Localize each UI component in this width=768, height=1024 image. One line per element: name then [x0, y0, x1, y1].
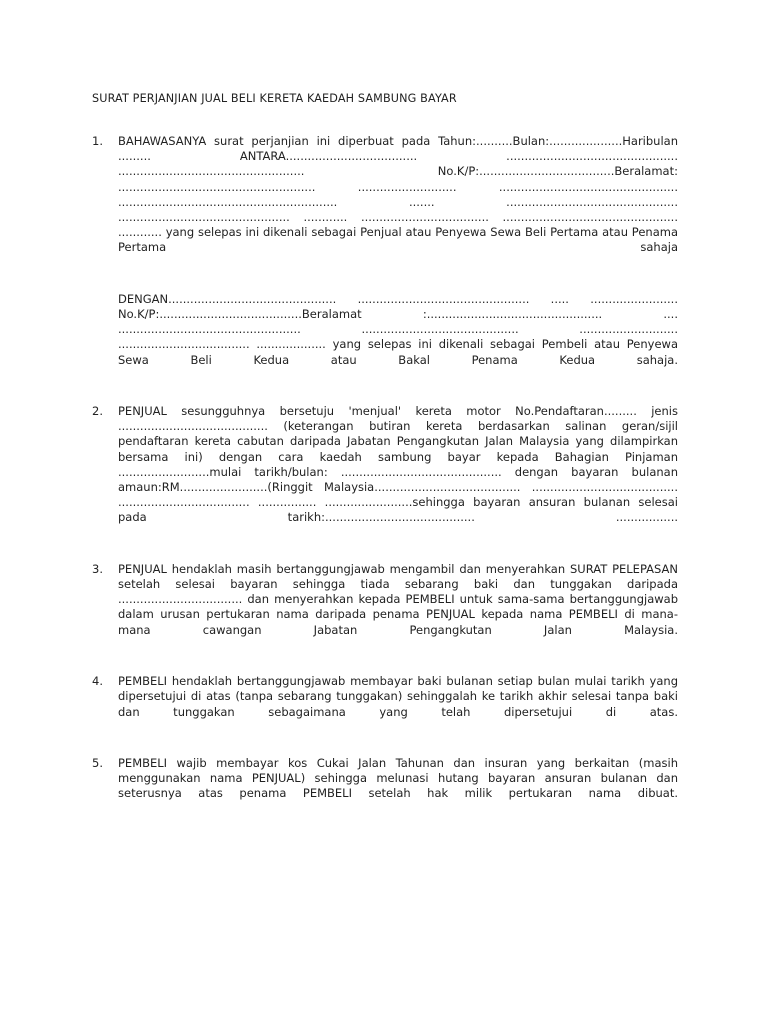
clause-item-2: [92, 404, 678, 541]
clause-item-3: [92, 562, 678, 653]
clause-body: [118, 134, 678, 383]
clause-number: 2.: [92, 404, 103, 419]
clause-body: [118, 756, 678, 817]
clause-paragraph: PENJUAL sesungguhnya bersetuju 'menjual' kereta motor No.Pendaftaran......... jenis ......................................... (keterangan butiran kereta berdasarkan salinan geran/sijil pendaftaran kereta cabutan daripada Jabatan Pengangkutan Jalan Malaysia yang dilampirkan bersama ini) dengan cara kaedah sambung bayar kepada Bahagian Pinjaman .........................mulai tarikh/bulan: ............................................ dengan bayaran bulanan amaun:RM........................(Ringgit Malaysia........................................ ........................................ .................................... ................ ........................sehingga bayaran ansuran bulanan selesai pada tarikh:......................................... .................: [118, 404, 678, 525]
clause-body: [118, 674, 678, 735]
clause-number: 3.: [92, 561, 103, 576]
clause-item-5: [92, 756, 678, 817]
clause-item-1: [92, 134, 678, 383]
clause-number: 4.: [92, 674, 103, 689]
clause-paragraph: BAHAWASANYA surat perjanjian ini diperbuat pada Tahun:..........Bulan:....................Haribulan ......... ANTARA.................................... ............................................... ................................................... No.K/P:.....................................Beralamat: ...................................................... ........................... ................................................. ............................................................ ....... ............................................... ............................................... ............ ................................... ................................................ ............ yang selepas ini dikenali sebagai Penjual atau Penyewa Sewa Beli Pertama atau Penama Pertama sahaja: [118, 134, 678, 255]
clause-paragraph: PENJUAL hendaklah masih bertanggungjawab mengambil dan menyerahkan SURAT PELEPASAN setelah selesai bayaran sehingga tiada sebarang baki dan tunggakan daripada .................................. dan menyerahkan kepada PEMBELI untuk sama-sama bertanggungjawab dalam urusan pertukaran nama daripada penama PENJUAL kepada nama PEMBELI di mana-mana cawangan Jabatan Pengangkutan Jalan Malaysia.: [118, 561, 678, 637]
clause-paragraph: PEMBELI wajib membayar kos Cukai Jalan Tahunan dan insuran yang berkaitan (masih menggunakan nama PENJUAL) sehingga melunasi hutang bayaran ansuran bulanan dan seterusnya atas penama PEMBELI setelah hak milik pertukaran nama dibuat.: [118, 755, 678, 801]
clause-number: 1.: [92, 134, 103, 148]
clause-paragraph: PEMBELI hendaklah bertanggungjawab membayar baki bulanan setiap bulan mulai tarikh yang dipersetujui di atas (tanpa sebarang tunggakan) sehinggalah ke tarikh akhir selesai tanpa baki dan tunggakan sebagaimana yang telah dipersetujui di atas.: [118, 674, 678, 719]
clause-number: 5.: [92, 755, 103, 770]
page-title: SURAT PERJANJIAN JUAL BELI KERETA KAEDAH SAMBUNG BAYAR: [92, 92, 457, 105]
clause-paragraph: DENGAN.............................................. ............................................... ..... ........................ No.K/P:.......................................Beralamat :................................................ .... .................................................. ........................................... ........................... .................................... ................... yang selepas ini dikenali sebagai Pembeli atau Penyewa Sewa Beli Kedua atau Bakal Penama Kedua sahaja.: [118, 291, 678, 367]
clause-body: [118, 404, 678, 541]
clause-list: [92, 134, 678, 838]
clause-item-4: [92, 674, 678, 735]
clause-body: [118, 562, 678, 653]
